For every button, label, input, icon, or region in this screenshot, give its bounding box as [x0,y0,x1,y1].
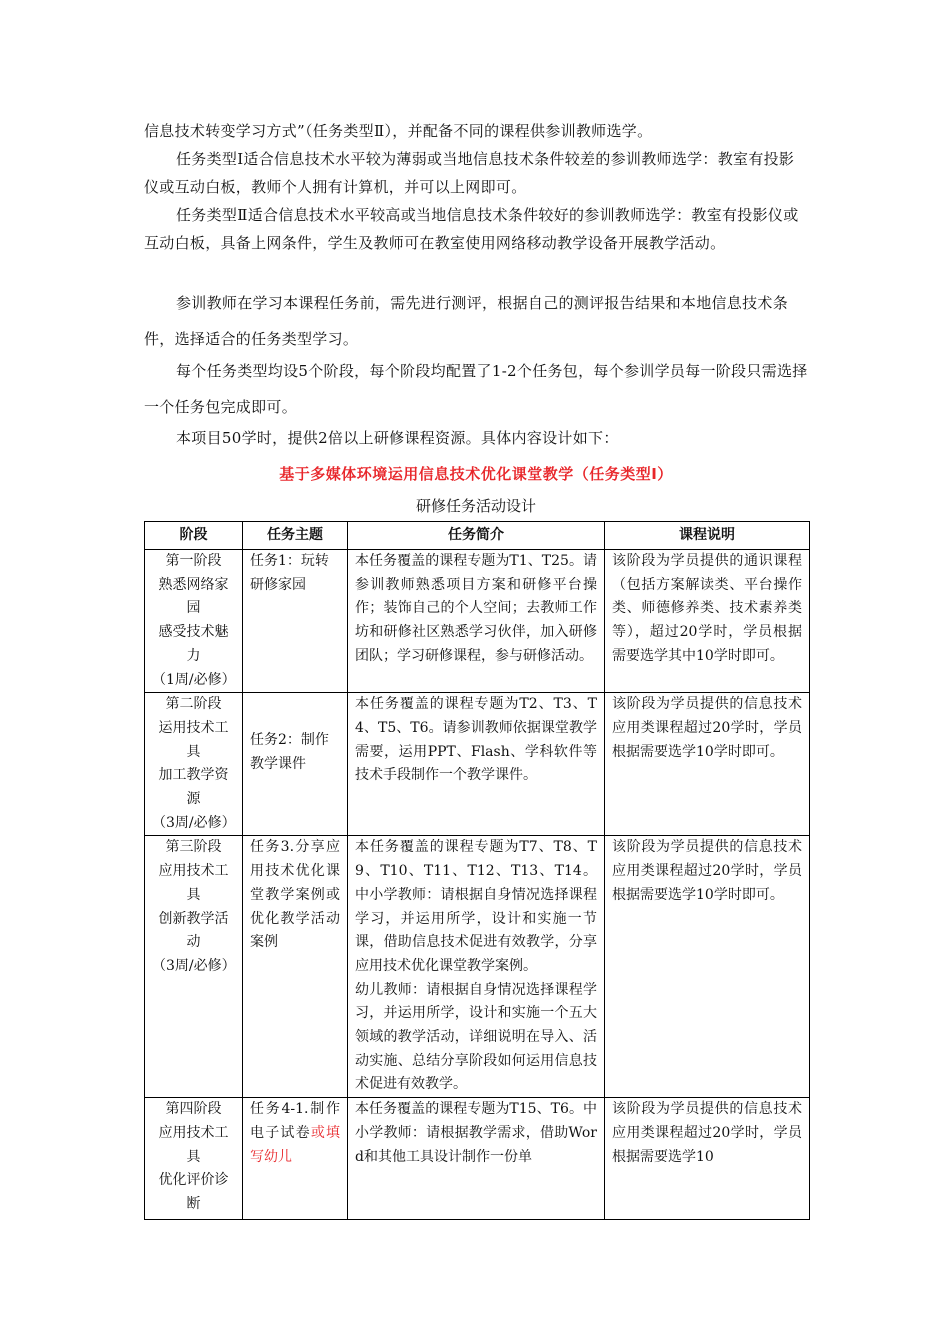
note-cell: 该阶段为学员提供的信息技术应用类课程超过20学时，学员根据需要选学10 [605,1098,810,1220]
note-cell: 该阶段为学员提供的信息技术应用类课程超过20学时，学员根据需要选学10学时即可。 [605,836,810,1098]
intro-primary-school: 本任务覆盖的课程专题为T7、T8、T9、T10、T11、T12、T13、T14。中小学教师：请根据自身情况选择课程学习，并运用所学，设计和实施一节课，借助信息技术促进有效教学，分享应用技术优化课堂教学案例。 [355,839,597,974]
paragraph-assessment: 参训教师在学习本课程任务前，需先进行测评，根据自己的测评报告结果和本地信息技术条件，选择适合的任务类型学习。 [144,294,789,348]
topic-cell: 任务3.分享应用技术优化课堂教学案例或优化教学活动案例 [243,836,348,1098]
table-row [145,693,810,836]
stage-goal-2: 加工教学资源 [158,767,229,808]
paragraph-stages: 每个任务类型均设5个阶段，每个阶段均配置了1-2个任务包，每个参训学员每一阶段只需选择一个任务包完成即可。 [144,362,808,416]
table-caption: 研修任务活动设计 [415,497,536,515]
intro-cell: 本任务覆盖的课程专题为T1、T25。请参训教师熟悉项目方案和研修平台操作；装饰自己的个人空间；去教师工作坊和研修社区熟悉学习伙伴，加入研修团队；学习研修课程，参与研修活动。 [348,550,605,693]
stage-cell [145,836,243,1098]
header-topic: 任务主题 [243,522,348,550]
paragraph-type-2: 任务类型Ⅱ适合信息技术水平较高或当地信息技术条件较好的参训教师选学：教室有投影仪或互动白板，具备上网条件，学生及教师可在教室使用网络移动教学设备开展教学活动。 [144,206,799,252]
task-design-table [144,521,810,1220]
stage-goal-2: 创新教学活动 [158,910,229,951]
header-intro: 任务简介 [348,522,605,550]
stage-goal-1: 应用技术工具 [158,1124,229,1165]
stage-goal-1: 应用技术工具 [158,863,229,903]
stage-goal-2: 优化评价诊断 [158,1172,229,1212]
paragraph-hours: 本项目50学时，提供2倍以上研修课程资源。具体内容设计如下： [176,429,619,447]
note-cell: 该阶段为学员提供的信息技术应用类课程超过20学时，学员根据需要选学10学时即可。 [605,693,810,836]
topic-cell [243,1098,348,1220]
intro-cell: 本任务覆盖的课程专题为T2、T3、T4、T5、T6。请参训教师依据课堂教学需要，运用PPT、Flash、学科软件等技术手段制作一个教学课件。 [348,693,605,836]
intro-cell [348,836,605,1098]
topic-text-highlighted: 或填写幼儿 [250,1124,341,1165]
stage-cell [145,550,243,693]
stage-duration: （3周/必修） [152,957,236,974]
table-row [145,836,810,1098]
table-row [145,1098,810,1220]
stage-name: 第三阶段 [165,839,222,856]
stage-goal-2: 感受技术魅力 [158,624,229,664]
stage-goal-1: 运用技术工具 [158,719,229,760]
intro-cell: 本任务覆盖的课程专题为T15、T6。中小学教师：请根据教学需求，借助Word和其他工具设计制作一份单 [348,1098,605,1220]
stage-cell [145,1098,243,1220]
stage-cell [145,693,243,836]
table-header-row [145,522,810,550]
note-cell: 该阶段为学员提供的通识课程（包括方案解读类、平台操作类、师德修养类、技术素养类等），超过20学时，学员根据需要选学其中10学时即可。 [605,550,810,693]
stage-duration: （3周/必修） [152,814,236,831]
topic-cell: 任务2：制作教学课件 [243,693,348,836]
topic-text: 任务4-1.制作电子试卷 [250,1101,340,1141]
header-note: 课程说明 [605,522,810,550]
stage-duration: （1周/必修） [152,671,236,688]
intro-kindergarten: 幼儿教师：请根据自身情况选择课程学习，并运用所学，设计和实施一个五大领域的教学活动，详细说明在导入、活动实施、总结分享阶段如何运用信息技术促进有效教学。 [355,981,597,1093]
stage-name: 第二阶段 [165,696,222,713]
paragraph-intro-1: 信息技术转变学习方式”（任务类型Ⅱ），并配备不同的课程供参训教师选学。 [144,122,653,140]
paragraph-type-1: 任务类型Ⅰ适合信息技术水平较为薄弱或当地信息技术条件较差的参训教师选学：教室有投影仪或互动白板，教师个人拥有计算机，并可以上网即可。 [144,150,795,196]
table-row [145,550,810,693]
stage-name: 第一阶段 [165,553,222,569]
section-title: 基于多媒体环境运用信息技术优化课堂教学（任务类型Ⅰ） [279,465,673,483]
topic-cell: 任务1：玩转研修家园 [243,550,348,693]
stage-goal-1: 熟悉网络家园 [158,576,229,617]
header-stage: 阶段 [145,522,243,550]
stage-name: 第四阶段 [165,1101,222,1118]
